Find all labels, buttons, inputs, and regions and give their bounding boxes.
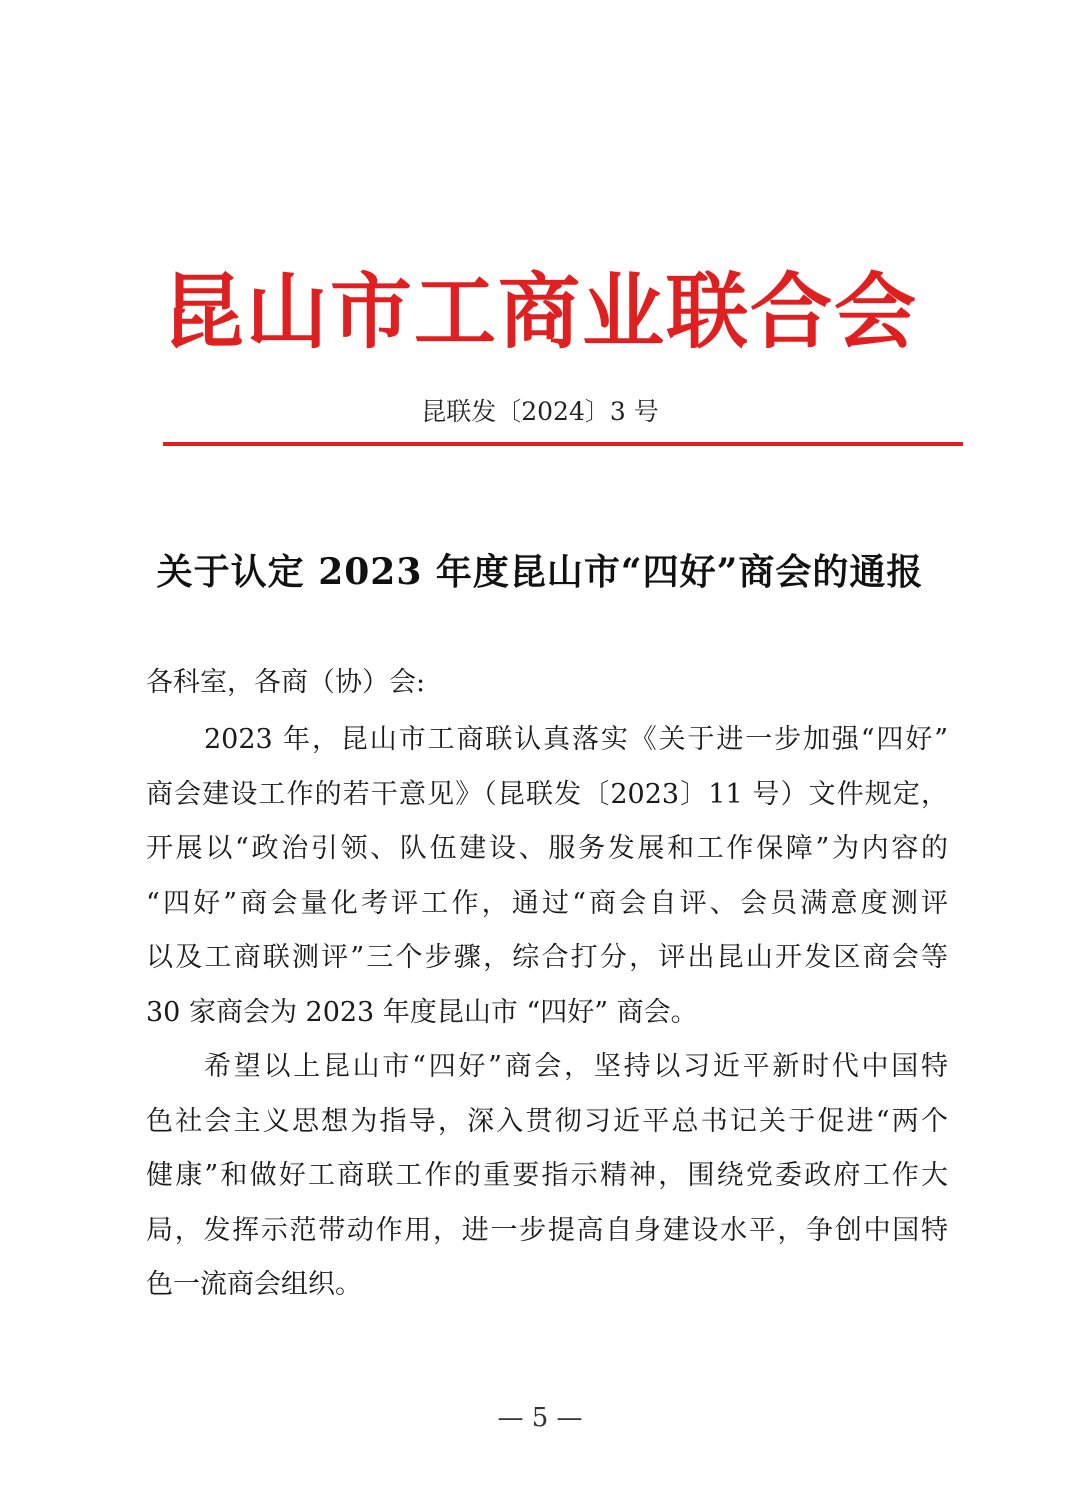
paragraph-1-line: 以及工商联测评”三个步骤，综合打分，评出昆山开发区商会等 <box>146 942 948 973</box>
paragraph-1-line: 30 家商会为 2023 年度昆山市 “四好” 商会。 <box>146 996 698 1028</box>
document-number: 昆联发〔2024〕3 号 <box>421 397 659 426</box>
paragraph-1-line: 商会建设工作的若干意见》（昆联发〔2023〕11 号）文件规定， <box>146 778 948 810</box>
paragraph-2-line: 健康”和做好工商联工作的重要指示精神，围绕党委政府工作大 <box>146 1160 948 1191</box>
page-number: — 5 — <box>497 1403 583 1433</box>
red-divider-line <box>163 442 963 446</box>
paragraph-2-line: 色社会主义思想为指导，深入贯彻习近平总书记关于促进“两个 <box>146 1105 948 1137</box>
paragraph-1-line: 2023 年，昆山市工商联认真落实《关于进一步加强“四好” <box>204 724 948 755</box>
paragraph-1 <box>146 713 948 1040</box>
paragraph-2-line: 色一流商会组织。 <box>146 1269 362 1300</box>
paragraph-2-line: 希望以上昆山市“四好”商会，坚持以习近平新时代中国特 <box>204 1051 948 1082</box>
paragraph-2 <box>146 1040 948 1313</box>
paragraph-1-line: 开展以“政治引领、队伍建设、服务发展和工作保障”为内容的 <box>146 833 948 864</box>
issuer-masthead: 昆山市工商业联合会 <box>161 264 918 360</box>
paragraph-2-line: 局，发挥示范带动作用，进一步提高自身建设水平，争创中国特 <box>146 1214 948 1246</box>
document-title: 关于认定 2023 年度昆山市“四好”商会的通报 <box>156 551 924 593</box>
salutation <box>146 656 948 711</box>
salutation-line: 各科室，各商（协）会: <box>146 667 426 698</box>
paragraph-1-line: “四好”商会量化考评工作，通过“商会自评、会员满意度测评 <box>146 887 948 919</box>
